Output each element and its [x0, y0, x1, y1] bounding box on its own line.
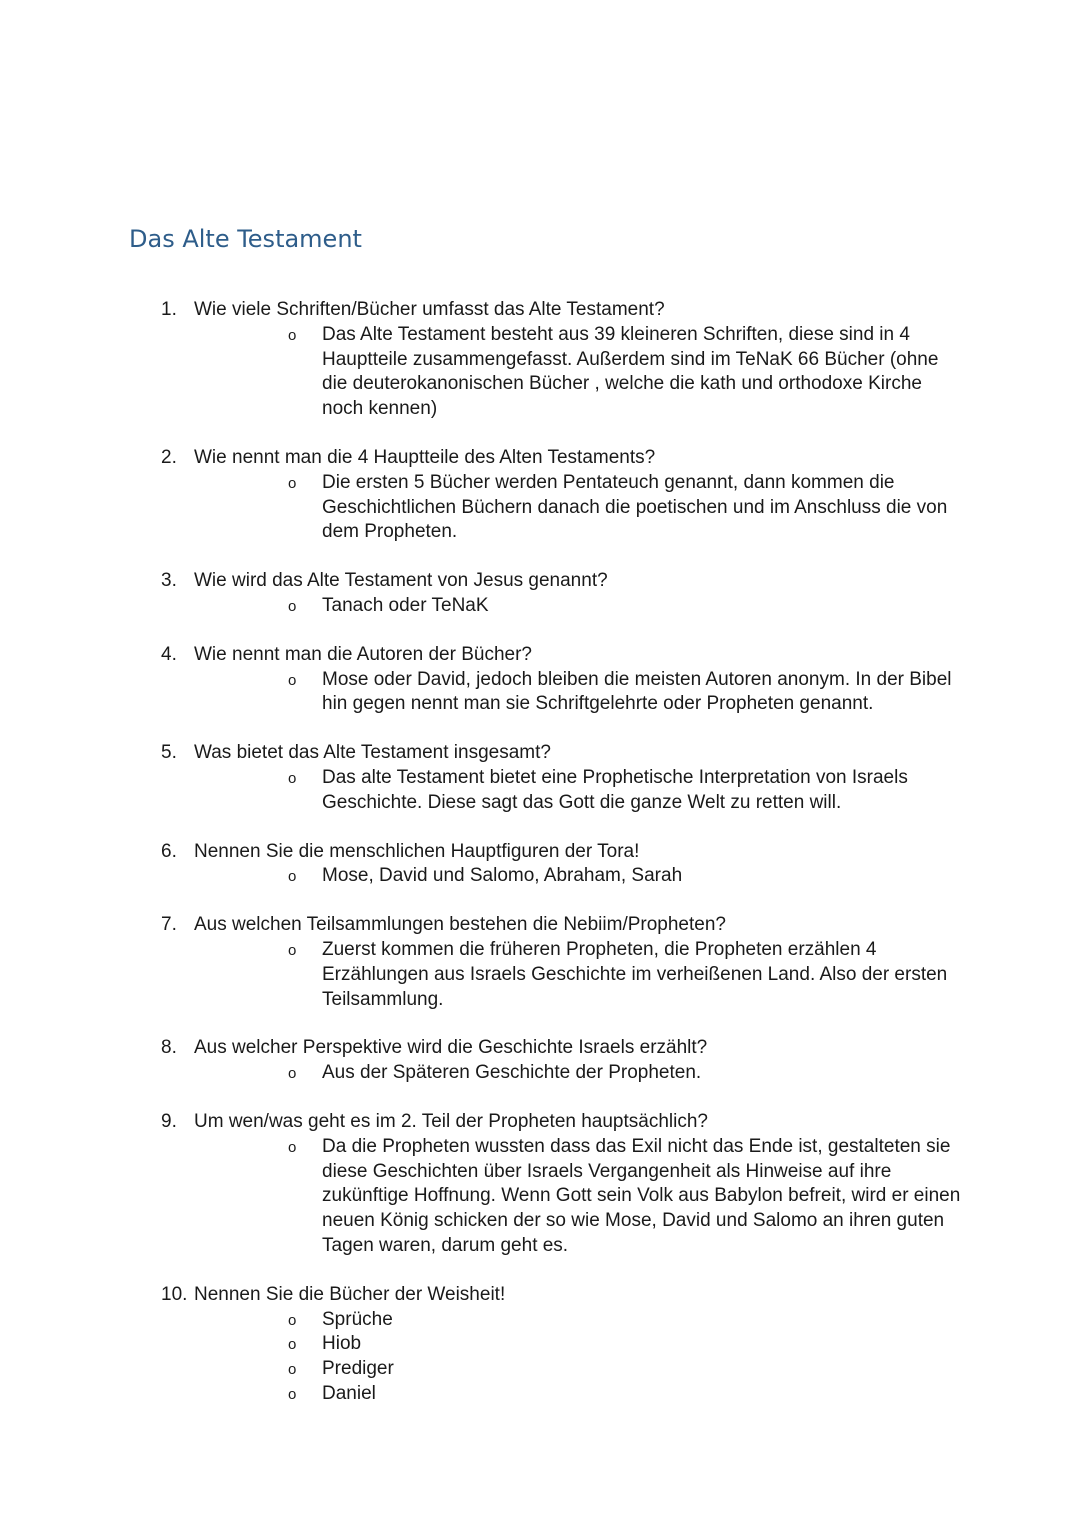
bullet-icon: o: [288, 868, 297, 886]
answer-list: [161, 1061, 981, 1086]
question-text: Was bietet das Alte Testament insgesamt?: [194, 742, 551, 764]
answer-item: [288, 1382, 962, 1407]
bullet-icon: o: [288, 769, 297, 787]
answer-item: [288, 864, 962, 889]
answer-list: [161, 864, 981, 889]
question-item: [161, 643, 981, 717]
answer-list: [161, 1308, 981, 1407]
question-text: Wie nennt man die Autoren der Bücher?: [194, 643, 532, 665]
answer-list: [161, 668, 981, 718]
question-line: [161, 643, 981, 668]
question-line: [161, 1110, 981, 1135]
question-item: [161, 1110, 981, 1259]
question-item: [161, 840, 981, 890]
bullet-icon: o: [288, 1311, 297, 1329]
answer-text: Prediger: [322, 1358, 394, 1380]
answer-item: [288, 668, 962, 718]
question-item: [161, 741, 981, 815]
question-line: [161, 840, 981, 865]
question-item: [161, 446, 981, 545]
answer-item: [288, 1332, 962, 1357]
answer-item: [288, 471, 962, 545]
answer-list: [161, 766, 981, 816]
page-title: Das Alte Testament: [129, 225, 362, 253]
answer-list: [161, 938, 981, 1012]
question-number: 4.: [161, 643, 177, 665]
question-text: Nennen Sie die Bücher der Weisheit!: [194, 1283, 506, 1305]
answer-text: Tanach oder TeNaK: [322, 594, 489, 616]
question-number: 6.: [161, 840, 177, 862]
answer-text: Da die Propheten wussten dass das Exil nicht das Ende ist, gestalteten sie diese Geschichten über Israels Vergangenheit als Hinweise auf ihre zukünftige Hoffnung. Wenn Gott sein Volk aus Babylon befreit, wird er einen neuen König schicken der so wie Mose, David und Salomo an ihren guten Tagen waren, darum geht es.: [322, 1135, 961, 1256]
bullet-icon: o: [288, 1385, 297, 1403]
question-text: Wie viele Schriften/Bücher umfasst das Alte Testament?: [194, 299, 665, 320]
answer-text: Aus der Späteren Geschichte der Propheten.: [322, 1062, 702, 1084]
question-text: Wie nennt man die 4 Hauptteile des Alten Testaments?: [194, 446, 656, 468]
answer-text: Zuerst kommen die früheren Propheten, die Propheten erzählen 4 Erzählungen aus Israels Geschichte im verheißenen Land. Also der ersten Teilsammlung.: [322, 938, 948, 1010]
answer-list: [161, 323, 981, 422]
answer-text: Mose, David und Salomo, Abraham, Sarah: [322, 865, 683, 887]
answer-list: [161, 471, 981, 545]
bullet-icon: o: [288, 1361, 297, 1379]
question-text: Wie wird das Alte Testament von Jesus genannt?: [194, 570, 608, 592]
question-text: Nennen Sie die menschlichen Hauptfiguren der Tora!: [194, 840, 640, 862]
question-number: 10.: [161, 1283, 188, 1305]
answer-list: [161, 594, 981, 619]
question-line: [161, 1283, 981, 1308]
bullet-icon: o: [288, 1336, 297, 1354]
question-text: Aus welchen Teilsammlungen bestehen die Nebiim/Propheten?: [194, 914, 726, 936]
question-item: [161, 913, 981, 1012]
answer-item: [288, 1061, 962, 1086]
answer-text: Das Alte Testament besteht aus 39 kleineren Schriften, diese sind in 4 Hauptteile zusammengefasst. Außerdem sind im TeNaK 66 Bücher (ohne die deuterokanonischen Bücher , welche die kath und orthodoxe Kirche noch kennen): [322, 323, 939, 420]
question-list: [161, 298, 981, 1431]
answer-text: Sprüche: [322, 1308, 393, 1330]
bullet-icon: o: [288, 474, 297, 492]
question-item: [161, 298, 981, 422]
question-item: [161, 1036, 981, 1086]
question-text: Aus welcher Perspektive wird die Geschichte Israels erzählt?: [194, 1037, 708, 1059]
question-line: [161, 446, 981, 471]
bullet-icon: o: [288, 597, 297, 615]
question-item: [161, 569, 981, 619]
answer-item: [288, 766, 962, 816]
answer-item: [288, 1135, 962, 1259]
answer-item: [288, 1357, 962, 1382]
bullet-icon: o: [288, 1138, 297, 1156]
bullet-icon: o: [288, 1065, 297, 1083]
question-line: [161, 741, 981, 766]
answer-list: [161, 1135, 981, 1259]
answer-text: Das alte Testament bietet eine Prophetische Interpretation von Israels Geschichte. Diese sagt das Gott die ganze Welt zu retten will.: [322, 766, 908, 813]
question-number: 9.: [161, 1110, 177, 1132]
question-line: [161, 1036, 981, 1061]
answer-item: [288, 938, 962, 1012]
answer-item: [288, 323, 962, 422]
question-number: 1.: [161, 299, 177, 320]
question-number: 5.: [161, 742, 177, 764]
bullet-icon: o: [288, 941, 297, 959]
question-number: 3.: [161, 570, 177, 592]
answer-text: Hiob: [322, 1333, 362, 1355]
question-item: [161, 1283, 981, 1407]
question-line: [161, 569, 981, 594]
answer-text: Daniel: [322, 1382, 376, 1404]
question-number: 8.: [161, 1037, 177, 1059]
answer-item: [288, 594, 962, 619]
question-line: [161, 298, 981, 323]
question-number: 7.: [161, 914, 177, 936]
question-number: 2.: [161, 446, 177, 468]
answer-text: Die ersten 5 Bücher werden Pentateuch genannt, dann kommen die Geschichtlichen Büchern danach die poetischen und im Anschluss die von dem Propheten.: [322, 471, 948, 543]
bullet-icon: o: [288, 671, 297, 689]
answer-item: [288, 1308, 962, 1333]
bullet-icon: o: [288, 326, 297, 344]
question-text: Um wen/was geht es im 2. Teil der Propheten hauptsächlich?: [194, 1110, 708, 1132]
answer-text: Mose oder David, jedoch bleiben die meisten Autoren anonym. In der Bibel hin gegen nennt man sie Schriftgelehrte oder Propheten genannt.: [322, 668, 952, 715]
question-line: [161, 913, 981, 938]
